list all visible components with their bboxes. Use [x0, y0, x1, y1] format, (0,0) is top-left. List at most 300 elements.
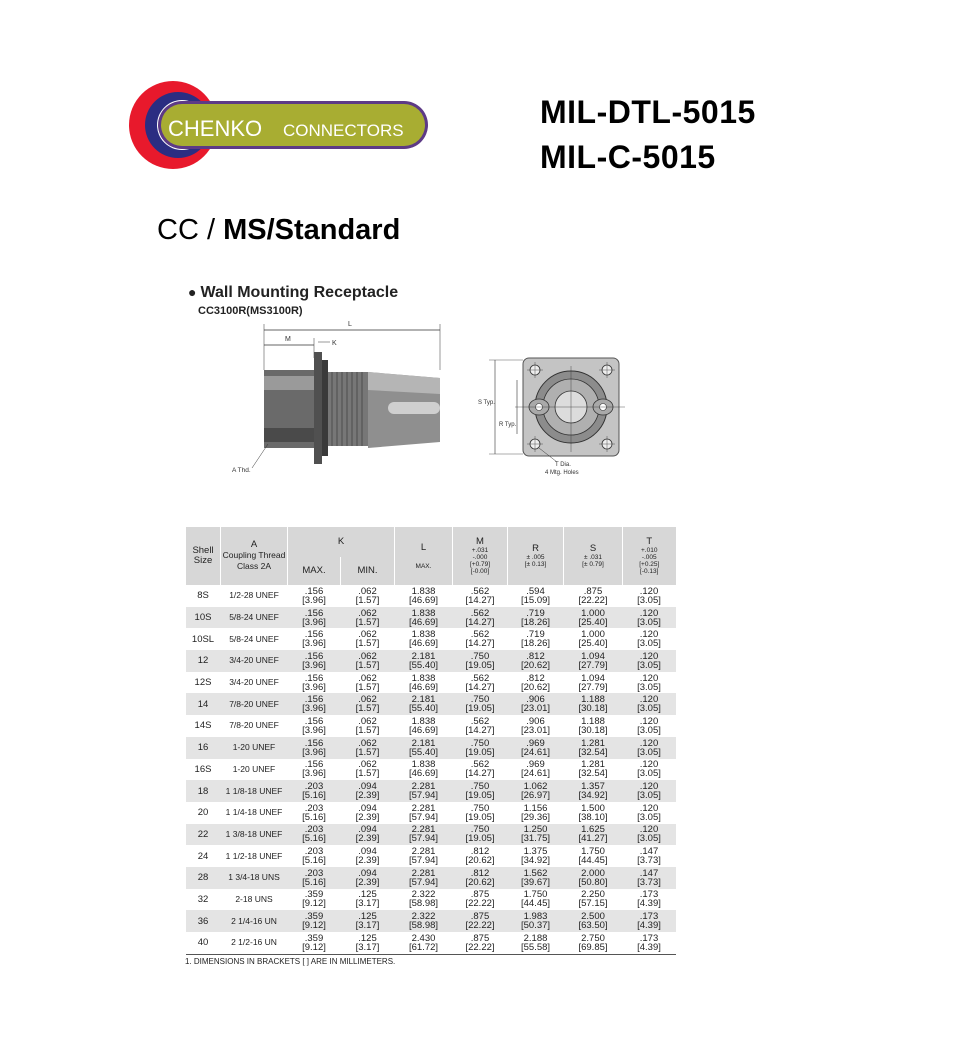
value-inch: .156 — [304, 629, 324, 641]
dim-label-s: S Typ. — [478, 400, 495, 406]
cell-t — [623, 759, 676, 781]
value-inch: 1.094 — [581, 672, 605, 684]
cell-shell-size: 28 — [186, 867, 221, 889]
dim-label-m: M — [285, 336, 291, 343]
value-inch: .594 — [526, 585, 545, 597]
value-mm: [34.92] — [578, 790, 608, 802]
value-mm: [3.96] — [302, 746, 326, 758]
dim-label-r: R Typ. — [499, 422, 517, 428]
value-inch: 2.000 — [581, 867, 605, 879]
value-mm: [20.62] — [520, 659, 551, 671]
value-inch: .969 — [526, 759, 545, 771]
value-inch: .750 — [470, 802, 490, 814]
dim-label-a: A Thd. — [232, 467, 251, 474]
spec-title-primary: MIL-DTL-5015 — [540, 94, 756, 130]
value-inch: 2.281 — [411, 781, 436, 793]
value-mm: [3.73] — [637, 855, 661, 867]
series-subtitle — [157, 214, 400, 247]
cell-m — [453, 628, 508, 650]
cell-t — [623, 867, 676, 889]
value-mm: [58.98] — [408, 920, 439, 932]
value-mm: [57.94] — [408, 876, 439, 888]
cell-kmax — [288, 715, 341, 737]
value-mm: [1.57] — [355, 768, 380, 780]
table-row — [186, 607, 676, 629]
value-mm: [22.22] — [465, 941, 495, 953]
cell-kmin — [341, 607, 395, 629]
value-mm: [14.27] — [465, 616, 495, 628]
value-mm: [31.75] — [520, 833, 551, 845]
value-inch: .562 — [470, 585, 490, 597]
cell-thread: 1/2-28 UNEF — [221, 585, 288, 607]
table-row — [186, 780, 676, 802]
cell-m — [453, 910, 508, 932]
value-inch: 1.281 — [581, 759, 605, 771]
value-mm: [29.36] — [520, 811, 551, 823]
side-view-drawing — [228, 318, 450, 478]
cell-l — [395, 715, 453, 737]
cell-kmin — [341, 932, 395, 954]
table-row — [186, 585, 676, 607]
value-mm: [9.12] — [302, 920, 326, 932]
value-mm: [57.94] — [408, 833, 439, 845]
value-mm: [46.69] — [408, 768, 439, 780]
value-inch: 2.281 — [411, 802, 436, 814]
value-inch: .750 — [470, 824, 490, 836]
value-mm: [41.27] — [578, 833, 608, 845]
cell-m — [453, 672, 508, 694]
value-inch: 2.750 — [581, 932, 605, 944]
value-mm: [3.05] — [637, 768, 661, 780]
value-mm: [3.73] — [637, 876, 661, 888]
value-mm: [32.54] — [578, 768, 608, 780]
value-inch: 2.322 — [411, 911, 436, 923]
value-mm: [4.39] — [637, 898, 661, 910]
cell-r — [508, 932, 564, 954]
value-mm: [2.39] — [355, 811, 380, 823]
value-mm: [24.61] — [520, 768, 551, 780]
value-mm: [44.45] — [520, 898, 551, 910]
cell-kmax — [288, 845, 341, 867]
cell-m — [453, 737, 508, 759]
logo-word-connectors: CONNECTORS — [283, 121, 404, 140]
value-inch: 1.983 — [523, 911, 548, 923]
value-mm: [15.09] — [520, 594, 551, 606]
value-inch: .120 — [639, 802, 659, 814]
cell-t — [623, 889, 676, 911]
value-mm: [1.57] — [355, 638, 380, 650]
value-mm: [1.57] — [355, 746, 380, 758]
cell-kmin — [341, 824, 395, 846]
value-inch: 2.281 — [411, 867, 436, 879]
header-shell-size: Shell Size — [186, 527, 221, 585]
value-mm: [22.22] — [465, 920, 495, 932]
cell-m — [453, 585, 508, 607]
value-mm: [46.69] — [408, 616, 439, 628]
value-inch: .562 — [470, 629, 490, 641]
value-mm: [58.98] — [408, 898, 439, 910]
cell-l — [395, 845, 453, 867]
value-mm: [3.96] — [302, 768, 326, 780]
value-mm: [3.17] — [355, 920, 380, 932]
value-inch: .120 — [639, 824, 659, 836]
value-mm: [9.12] — [302, 898, 326, 910]
cell-shell-size: 10S — [186, 607, 221, 629]
cell-shell-size: 36 — [186, 910, 221, 932]
cell-s — [564, 824, 623, 846]
value-inch: 1.188 — [581, 715, 605, 727]
value-inch: .062 — [358, 759, 377, 771]
value-mm: [3.05] — [637, 790, 661, 802]
value-inch: .812 — [526, 650, 545, 662]
cell-kmin — [341, 867, 395, 889]
cell-kmin — [341, 628, 395, 650]
cell-kmin — [341, 672, 395, 694]
cell-s — [564, 693, 623, 715]
cell-thread: 2 1/2-16 UN — [221, 932, 288, 954]
cell-thread: 1-20 UNEF — [221, 759, 288, 781]
cell-t — [623, 802, 676, 824]
cell-thread: 3/4-20 UNEF — [221, 672, 288, 694]
cell-kmax — [288, 802, 341, 824]
cell-l — [395, 628, 453, 650]
dim-label-t-holes: 4 Mtg. Holes — [545, 470, 579, 476]
value-inch: .125 — [358, 889, 377, 901]
value-inch: .062 — [358, 672, 377, 684]
cell-kmax — [288, 759, 341, 781]
value-inch: .094 — [358, 824, 377, 836]
cell-kmax — [288, 889, 341, 911]
cell-s — [564, 845, 623, 867]
value-mm: [39.67] — [520, 876, 551, 888]
cell-m — [453, 889, 508, 911]
subtitle-main: MS/Standard — [223, 214, 401, 246]
value-mm: [1.57] — [355, 681, 380, 693]
value-inch: .875 — [470, 889, 490, 901]
cell-l — [395, 759, 453, 781]
table-row — [186, 759, 676, 781]
cell-shell-size: 18 — [186, 780, 221, 802]
dim-label-l: L — [348, 321, 352, 328]
value-inch: .173 — [639, 911, 659, 923]
cell-r — [508, 628, 564, 650]
cell-shell-size: 32 — [186, 889, 221, 911]
cell-kmax — [288, 693, 341, 715]
table-row — [186, 628, 676, 650]
value-inch: .906 — [526, 715, 545, 727]
value-mm: [3.05] — [637, 659, 661, 671]
value-mm: [63.50] — [578, 920, 608, 932]
value-inch: .120 — [639, 759, 659, 771]
cell-thread: 7/8-20 UNEF — [221, 693, 288, 715]
table-row — [186, 845, 676, 867]
cell-thread: 7/8-20 UNEF — [221, 715, 288, 737]
value-mm: [3.05] — [637, 746, 661, 758]
cell-s — [564, 780, 623, 802]
value-mm: [14.27] — [465, 681, 495, 693]
cell-kmax — [288, 585, 341, 607]
value-mm: [5.16] — [302, 811, 326, 823]
dimension-table — [185, 527, 676, 955]
cell-kmin — [341, 889, 395, 911]
cell-t — [623, 585, 676, 607]
header-t: T +.010 -.005 [+0.25] [-0.13] — [623, 527, 676, 585]
value-inch: .062 — [358, 607, 377, 619]
value-inch: .156 — [304, 715, 324, 727]
value-mm: [5.16] — [302, 790, 326, 802]
header-k-min: MIN. — [341, 557, 395, 585]
cell-r — [508, 737, 564, 759]
value-mm: [19.05] — [465, 703, 495, 715]
value-inch: .062 — [358, 585, 377, 597]
value-inch: 2.181 — [411, 737, 436, 749]
value-mm: [20.62] — [465, 855, 495, 867]
value-mm: [44.45] — [578, 855, 608, 867]
dim-label-t-dia: T Dia. — [555, 462, 571, 468]
value-mm: [5.16] — [302, 855, 326, 867]
cell-r — [508, 607, 564, 629]
value-mm: [61.72] — [408, 941, 439, 953]
value-inch: .875 — [583, 585, 603, 597]
value-mm: [3.05] — [637, 616, 661, 628]
cell-kmin — [341, 715, 395, 737]
value-mm: [38.10] — [578, 811, 608, 823]
value-inch: .906 — [526, 694, 545, 706]
cell-m — [453, 759, 508, 781]
cell-shell-size: 22 — [186, 824, 221, 846]
value-inch: 1.375 — [523, 846, 548, 858]
value-mm: [27.79] — [578, 681, 608, 693]
cell-l — [395, 693, 453, 715]
table-row — [186, 737, 676, 759]
cell-l — [395, 802, 453, 824]
bullet-icon: ● — [188, 284, 197, 300]
value-mm: [3.96] — [302, 638, 326, 650]
cell-shell-size: 8S — [186, 585, 221, 607]
value-mm: [3.05] — [637, 638, 661, 650]
header-k: K — [288, 527, 395, 557]
value-inch: .173 — [639, 889, 659, 901]
cell-kmin — [341, 910, 395, 932]
table-row — [186, 824, 676, 846]
value-inch: 1.062 — [523, 781, 548, 793]
value-inch: .156 — [304, 737, 324, 749]
value-inch: .094 — [358, 781, 377, 793]
cell-t — [623, 780, 676, 802]
cell-l — [395, 932, 453, 954]
value-mm: [50.37] — [520, 920, 551, 932]
value-mm: [1.57] — [355, 616, 380, 628]
cell-thread: 1 3/4-18 UNS — [221, 867, 288, 889]
value-mm: [22.22] — [578, 594, 608, 606]
value-mm: [23.01] — [520, 703, 551, 715]
value-inch: .156 — [304, 607, 324, 619]
cell-kmin — [341, 585, 395, 607]
value-mm: [20.62] — [520, 681, 551, 693]
value-inch: .062 — [358, 650, 377, 662]
value-mm: [14.27] — [465, 768, 495, 780]
value-mm: [22.22] — [465, 898, 495, 910]
header-coupling-thread: A Coupling Thread Class 2A — [221, 527, 288, 585]
value-inch: .120 — [639, 781, 659, 793]
dim-label-k: K — [332, 340, 337, 347]
table-row — [186, 867, 676, 889]
cell-r — [508, 802, 564, 824]
value-mm: [3.05] — [637, 703, 661, 715]
spec-title-secondary: MIL-C-5015 — [540, 139, 716, 175]
value-inch: .969 — [526, 737, 545, 749]
cell-t — [623, 672, 676, 694]
model-prefix: CC — [198, 305, 214, 317]
value-inch: .719 — [526, 629, 545, 641]
cell-t — [623, 650, 676, 672]
cell-l — [395, 650, 453, 672]
value-inch: 1.838 — [411, 629, 436, 641]
value-mm: [3.05] — [637, 724, 661, 736]
value-mm: [46.69] — [408, 638, 439, 650]
company-logo — [128, 80, 428, 170]
value-mm: [5.16] — [302, 833, 326, 845]
value-mm: [3.96] — [302, 724, 326, 736]
value-inch: .203 — [304, 824, 324, 836]
value-mm: [46.69] — [408, 681, 439, 693]
value-inch: .156 — [304, 694, 324, 706]
logo-word-chenko: CHENKO — [168, 116, 263, 141]
value-mm: [1.57] — [355, 594, 380, 606]
cell-l — [395, 585, 453, 607]
value-inch: .562 — [470, 759, 490, 771]
value-inch: 1.838 — [411, 607, 436, 619]
cell-thread: 1 1/4-18 UNEF — [221, 802, 288, 824]
cell-m — [453, 845, 508, 867]
value-mm: [3.96] — [302, 594, 326, 606]
header-l: L MAX. — [395, 527, 453, 585]
value-inch: .359 — [304, 889, 324, 901]
cell-kmax — [288, 780, 341, 802]
cell-s — [564, 932, 623, 954]
value-mm: [34.92] — [520, 855, 551, 867]
cell-l — [395, 672, 453, 694]
cell-thread: 2-18 UNS — [221, 889, 288, 911]
value-inch: 2.430 — [411, 932, 436, 944]
cell-s — [564, 650, 623, 672]
value-inch: .750 — [470, 694, 490, 706]
value-mm: [25.40] — [578, 616, 608, 628]
value-mm: [4.39] — [637, 941, 661, 953]
cell-l — [395, 824, 453, 846]
value-mm: [3.96] — [302, 681, 326, 693]
value-inch: 2.322 — [411, 889, 436, 901]
table-footnote: 1. DIMENSIONS IN BRACKETS [ ] ARE IN MILLIMETERS. — [185, 957, 396, 966]
cell-s — [564, 585, 623, 607]
value-mm: [19.05] — [465, 833, 495, 845]
cell-shell-size: 24 — [186, 845, 221, 867]
value-mm: [1.57] — [355, 724, 380, 736]
value-inch: .120 — [639, 737, 659, 749]
cell-kmin — [341, 693, 395, 715]
value-inch: .094 — [358, 867, 377, 879]
cell-r — [508, 780, 564, 802]
cell-s — [564, 715, 623, 737]
value-mm: [3.96] — [302, 616, 326, 628]
value-mm: [14.27] — [465, 594, 495, 606]
value-inch: .173 — [639, 932, 659, 944]
value-mm: [19.05] — [465, 790, 495, 802]
value-inch: .203 — [304, 781, 324, 793]
value-inch: 2.500 — [581, 911, 605, 923]
cell-m — [453, 607, 508, 629]
value-inch: .120 — [639, 585, 659, 597]
value-mm: [50.80] — [578, 876, 608, 888]
front-view-drawing — [475, 352, 635, 482]
value-inch: 1.094 — [581, 650, 605, 662]
value-mm: [30.18] — [578, 724, 608, 736]
cell-m — [453, 650, 508, 672]
value-inch: .062 — [358, 715, 377, 727]
value-inch: .875 — [470, 911, 490, 923]
cell-m — [453, 693, 508, 715]
value-inch: .156 — [304, 672, 324, 684]
value-inch: .562 — [470, 715, 490, 727]
cell-t — [623, 628, 676, 650]
cell-l — [395, 780, 453, 802]
value-inch: .120 — [639, 715, 659, 727]
subtitle-prefix: CC — [157, 214, 199, 246]
value-inch: .062 — [358, 737, 377, 749]
value-inch: 2.181 — [411, 694, 436, 706]
cell-kmax — [288, 650, 341, 672]
value-inch: .147 — [639, 867, 659, 879]
value-mm: [20.62] — [465, 876, 495, 888]
value-inch: 1.000 — [581, 629, 605, 641]
value-mm: [2.39] — [355, 790, 380, 802]
value-inch: 1.750 — [581, 846, 605, 858]
table-row — [186, 650, 676, 672]
value-inch: 1.357 — [581, 781, 605, 793]
value-mm: [3.05] — [637, 594, 661, 606]
value-inch: .750 — [470, 737, 490, 749]
value-mm: [19.05] — [465, 811, 495, 823]
value-inch: .120 — [639, 629, 659, 641]
value-mm: [14.27] — [465, 638, 495, 650]
cell-shell-size: 10SL — [186, 628, 221, 650]
cell-thread: 1 1/2-18 UNEF — [221, 845, 288, 867]
value-inch: 1.156 — [523, 802, 548, 814]
cell-r — [508, 824, 564, 846]
value-inch: 2.181 — [411, 650, 436, 662]
value-inch: 1.281 — [581, 737, 605, 749]
cell-shell-size: 14S — [186, 715, 221, 737]
value-inch: 1.838 — [411, 585, 436, 597]
drawing-title-text: Wall Mounting Receptacle — [200, 284, 399, 301]
value-mm: [3.05] — [637, 681, 661, 693]
value-mm: [18.26] — [520, 616, 551, 628]
cell-kmax — [288, 824, 341, 846]
value-mm: [23.01] — [520, 724, 551, 736]
value-inch: .120 — [639, 672, 659, 684]
cell-kmax — [288, 737, 341, 759]
value-inch: .812 — [526, 672, 545, 684]
value-mm: [27.79] — [578, 659, 608, 671]
cell-thread: 1 1/8-18 UNEF — [221, 780, 288, 802]
cell-kmax — [288, 628, 341, 650]
cell-m — [453, 780, 508, 802]
cell-kmax — [288, 867, 341, 889]
cell-r — [508, 867, 564, 889]
cell-kmin — [341, 780, 395, 802]
cell-s — [564, 628, 623, 650]
cell-t — [623, 737, 676, 759]
